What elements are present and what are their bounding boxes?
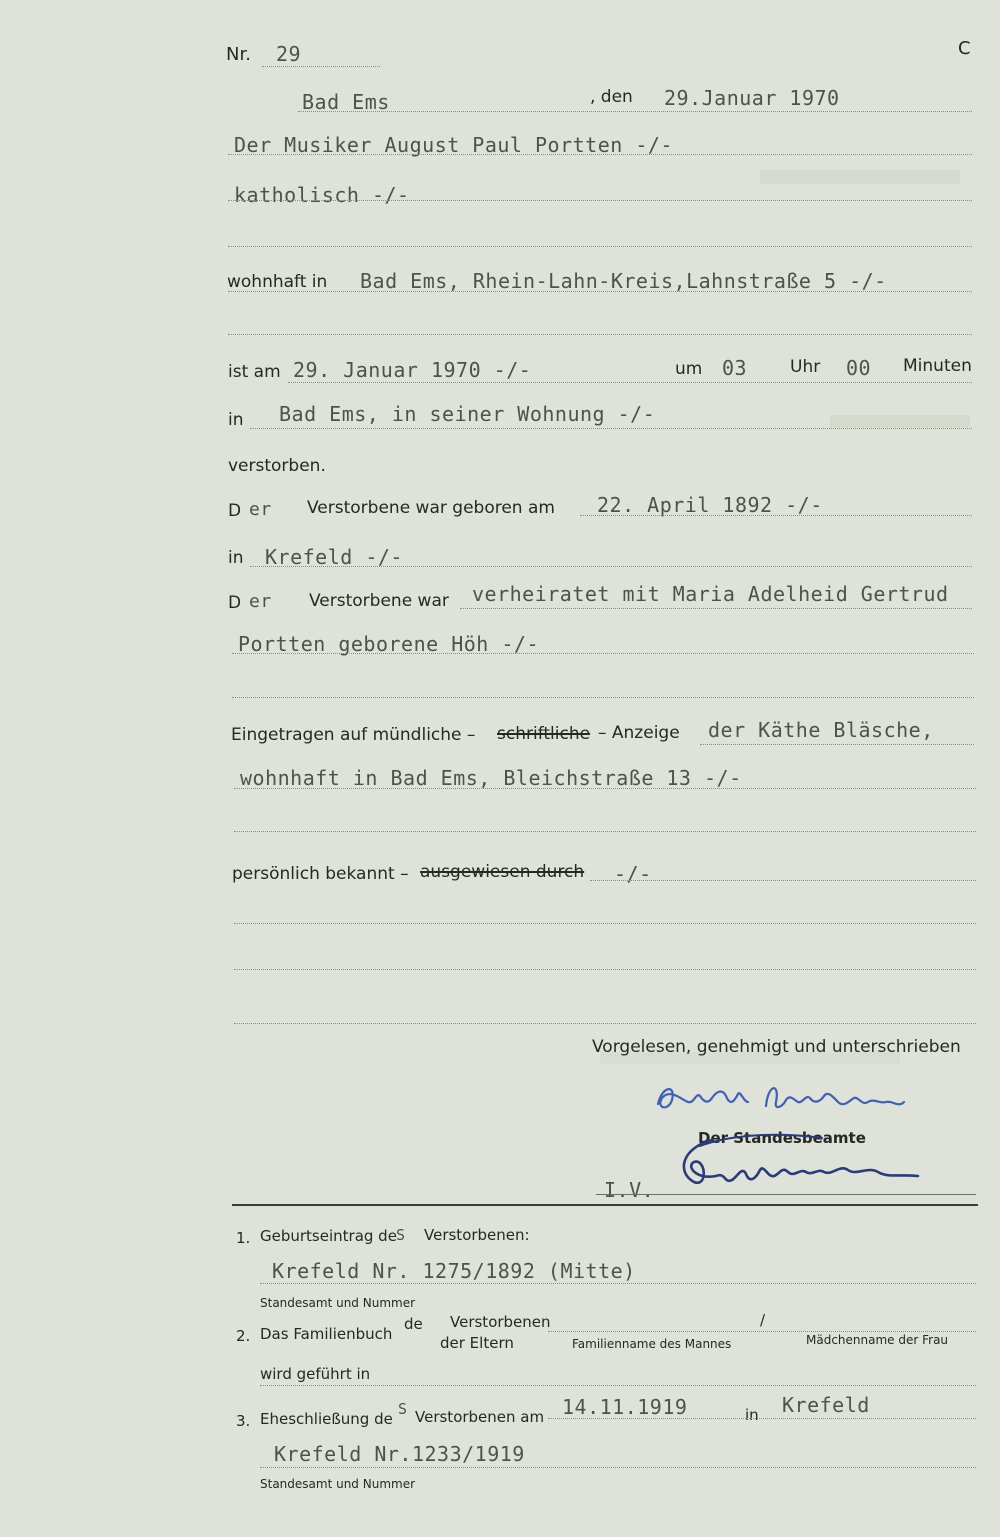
item3-number: 3. <box>236 1412 251 1430</box>
item2-wird-label: wird geführt in <box>260 1365 371 1383</box>
item2-option-eltern: der Eltern <box>440 1334 514 1352</box>
item1-s: S <box>396 1226 406 1244</box>
item1-label: Geburtseintrag de <box>260 1227 397 1245</box>
person-rule <box>228 154 972 155</box>
religion-value: katholisch -/- <box>234 183 410 207</box>
item3-s: S <box>398 1400 408 1418</box>
hour-value: 03 <box>722 356 748 380</box>
bekannt-fill: -/- <box>614 862 652 886</box>
standesbeamte-label: Der Standesbeamte <box>698 1129 866 1147</box>
birth-place-rule <box>250 566 972 567</box>
in-label: in <box>228 410 244 430</box>
registrar-signature <box>672 1128 942 1200</box>
in-label-2: in <box>228 548 244 568</box>
item3-in-label: in <box>745 1406 759 1424</box>
birth-date-rule <box>580 515 972 516</box>
item3-label2: Verstorbenen am <box>415 1408 545 1426</box>
den-label: , den <box>590 87 633 107</box>
residence-rule <box>228 291 972 292</box>
item2-mann-label: Familienname des Mannes <box>572 1337 732 1351</box>
standesamt-label: Standesamt und Nummer <box>260 1296 416 1310</box>
nr-label: Nr. <box>226 44 251 65</box>
wohnhaft-label: wohnhaft in <box>227 272 328 292</box>
er-fill: er <box>249 499 272 520</box>
blank-rule <box>234 969 976 970</box>
d-label-2: D <box>228 593 242 613</box>
verstorben-label: verstorben. <box>228 456 326 476</box>
item3-place: Krefeld <box>782 1393 870 1417</box>
ist-am-label: ist am <box>228 362 281 382</box>
blank-rule <box>228 246 972 247</box>
minuten-label: Minuten <box>903 356 972 376</box>
informant-rule <box>700 744 974 745</box>
schriftliche-struck: schriftliche <box>497 724 591 744</box>
section-divider <box>232 1204 978 1206</box>
item2-wird-rule <box>260 1385 976 1386</box>
item3-label: Eheschließung de <box>260 1410 393 1428</box>
date-rule <box>298 111 972 112</box>
item2-frau-label: Mädchenname der Frau <box>806 1333 949 1347</box>
item2-rule <box>548 1331 976 1332</box>
item3-date: 14.11.1919 <box>562 1395 688 1419</box>
item2-number: 2. <box>236 1327 251 1345</box>
standesamt-label-2: Standesamt und Nummer <box>260 1477 416 1491</box>
bleed-through-mark <box>760 170 960 184</box>
signature-rule <box>596 1194 976 1195</box>
war-label: Verstorbene war <box>309 591 449 611</box>
birth-place-value: Krefeld -/- <box>265 545 403 569</box>
item2-slash: / <box>760 1311 766 1329</box>
blank-rule <box>234 923 976 924</box>
item1-number: 1. <box>236 1229 251 1247</box>
geboren-label: Verstorbene war geboren am <box>307 498 555 518</box>
death-date-rule <box>288 382 972 383</box>
informant-cont-rule <box>234 788 976 789</box>
item3-value: Krefeld Nr.1233/1919 <box>274 1442 525 1466</box>
death-place-value: Bad Ems, in seiner Wohnung -/- <box>279 402 656 426</box>
item2-de: de <box>404 1315 423 1333</box>
corner-letter: C <box>958 38 971 59</box>
minute-value: 00 <box>846 356 872 380</box>
place-value: Bad Ems <box>302 90 390 114</box>
iv-label: I.V. <box>604 1178 655 1202</box>
item1-label2: Verstorbenen: <box>424 1226 530 1244</box>
blank-rule <box>234 1023 976 1024</box>
marital-value: verheiratet mit Maria Adelheid Gertrud <box>472 582 949 606</box>
nr-rule <box>262 66 380 67</box>
nr-value: 29 <box>276 42 302 66</box>
d-label: D <box>228 501 242 521</box>
item3-value-rule <box>260 1467 976 1468</box>
birth-date-value: 22. April 1892 -/- <box>597 493 823 517</box>
bleed-through-mark <box>830 415 970 427</box>
item2-option-verstorbenen: Verstorbenen <box>450 1313 551 1331</box>
informant-value: der Käthe Bläsche, <box>708 718 934 742</box>
person-value: Der Musiker August Paul Portten -/- <box>234 133 673 157</box>
informant-cont-value: wohnhaft in Bad Ems, Bleichstraße 13 -/- <box>240 766 742 790</box>
eingetragen-label: Eingetragen auf mündliche – <box>231 725 476 745</box>
uhr-label: Uhr <box>790 357 821 377</box>
ausgewiesen-struck: ausgewiesen durch <box>420 862 585 882</box>
um-label: um <box>675 359 703 379</box>
item2-label: Das Familienbuch <box>260 1325 393 1343</box>
religion-rule <box>228 200 972 201</box>
item3-rule <box>548 1418 976 1419</box>
bekannt-rule <box>590 880 976 881</box>
death-place-rule <box>250 428 972 429</box>
residence-value: Bad Ems, Rhein-Lahn-Kreis,Lahnstraße 5 -/- <box>360 269 887 293</box>
anzeige-label: – Anzeige <box>598 723 680 743</box>
spouse-rule <box>232 653 974 654</box>
vorgelesen-text: Vorgelesen, genehmigt und unterschrieben <box>592 1037 961 1057</box>
informant-signature <box>648 1072 918 1122</box>
er-fill-2: er <box>249 591 272 612</box>
blank-rule <box>234 831 976 832</box>
spouse-cont-value: Portten geborene Höh -/- <box>238 632 539 656</box>
date-value: 29.Januar 1970 <box>664 86 840 110</box>
bekannt-label: persönlich bekannt – <box>232 864 409 884</box>
item1-rule <box>260 1283 976 1284</box>
blank-rule <box>228 334 972 335</box>
marital-rule <box>460 608 972 609</box>
death-date-value: 29. Januar 1970 -/- <box>293 358 532 382</box>
blank-rule <box>232 697 974 698</box>
item1-value: Krefeld Nr. 1275/1892 (Mitte) <box>272 1259 636 1283</box>
